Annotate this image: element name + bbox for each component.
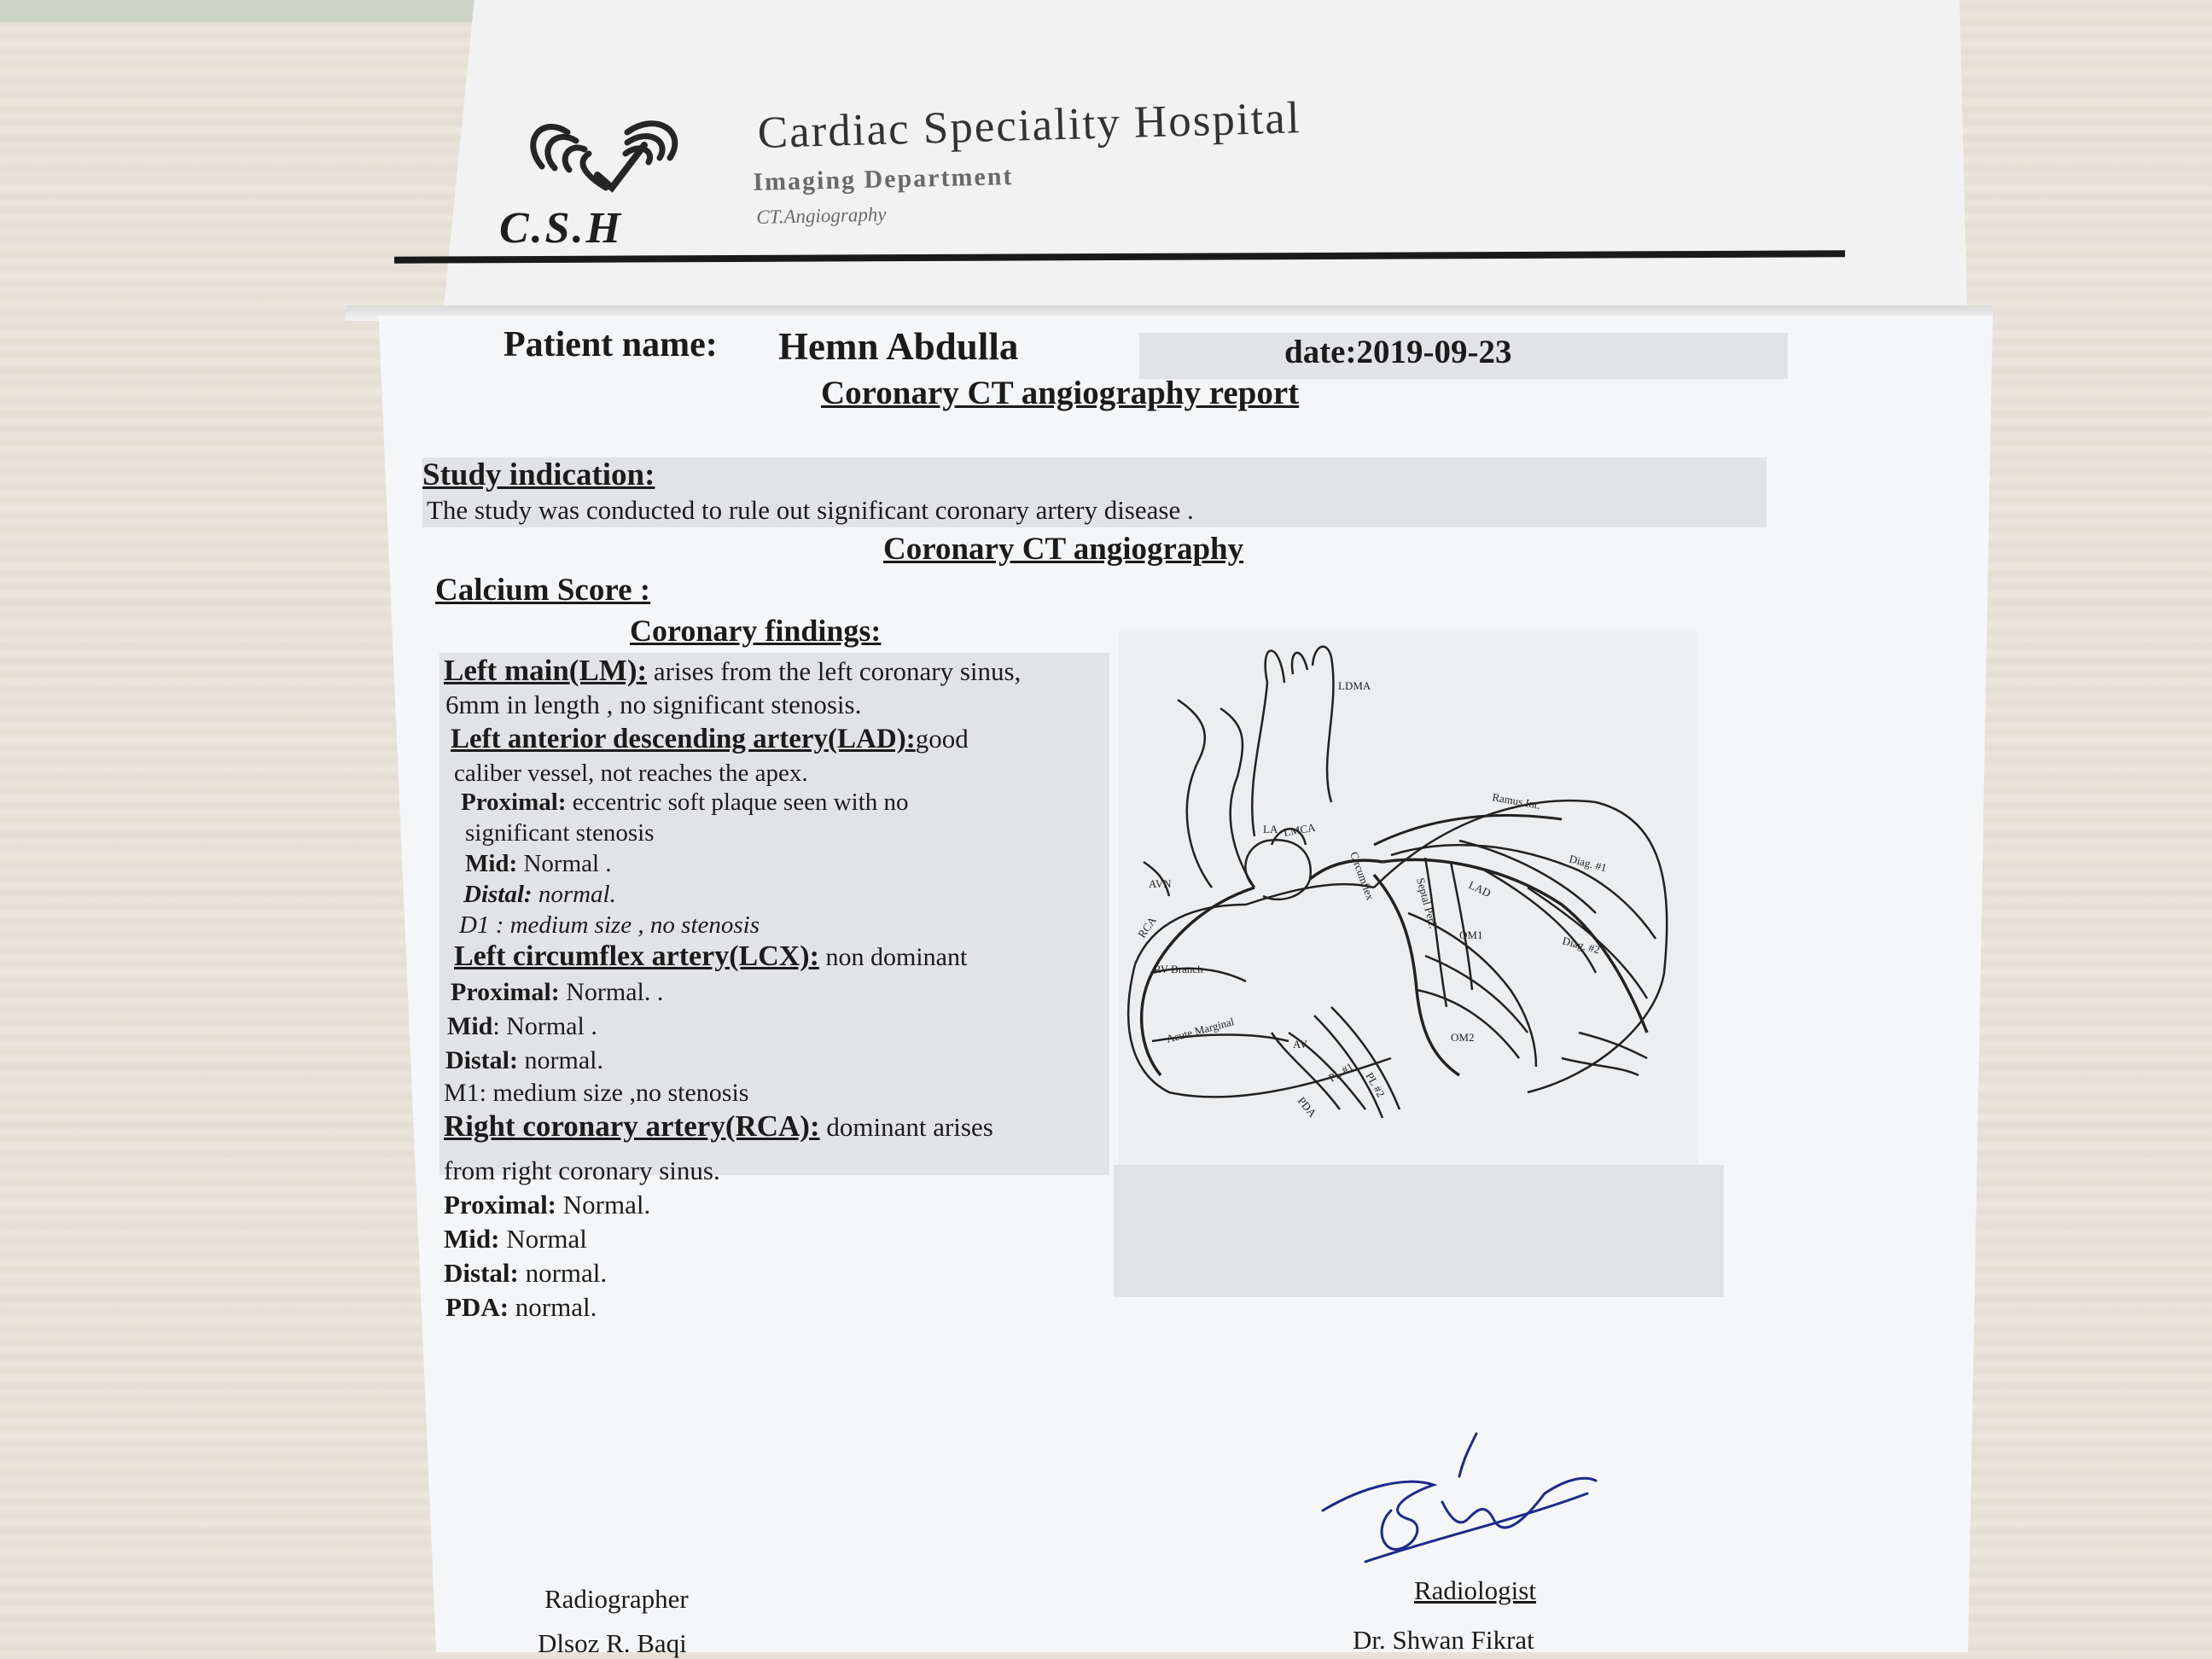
lcx-line-1 (454, 940, 967, 973)
radiologist-signature (1314, 1417, 1604, 1570)
label-avn: AVN (1149, 877, 1172, 890)
label-rca: RCA (1135, 914, 1159, 940)
lm-text-1: arises from the left coronary sinus, (647, 656, 1022, 686)
label-pl2: PL #2 (1363, 1070, 1388, 1100)
lad-distal-label: Distal: (463, 881, 533, 908)
lcx-distal-label: Distal: (445, 1046, 518, 1074)
calcium-score-text: Calcium Score : (435, 573, 651, 608)
rca-pda-label: PDA: (445, 1292, 509, 1322)
study-indication-heading: Study indication: (422, 457, 655, 492)
lad-d1: D1 : medium size , no stenosis (459, 911, 760, 939)
label-om1: OM1 (1459, 928, 1483, 941)
patient-name-label: Patient name: (504, 325, 718, 364)
rca-proximal (444, 1190, 650, 1220)
lad-distal (463, 881, 616, 909)
label-rv-branch: RV Branch (1154, 963, 1203, 975)
lad-proximal (461, 789, 909, 817)
lcx-proximal-text: Normal. . (559, 978, 664, 1006)
study-indication-text: The study was conducted to rule out significant coronary artery disease . (427, 495, 1194, 525)
coronary-diagram-svg (1118, 632, 1698, 1165)
label-acute-marginal: Acute Marginal (1164, 1015, 1236, 1045)
rca-label: Right coronary artery(RCA): (444, 1109, 820, 1143)
lad-mid-label: Mid: (465, 850, 518, 877)
rca-proximal-text: Normal. (556, 1190, 651, 1220)
lcx-mid (447, 1012, 597, 1041)
coronary-diagram (1118, 632, 1698, 1165)
radiographer-label: Radiographer (544, 1584, 689, 1614)
subdepartment-name: CT.Angiography (756, 203, 887, 228)
rca-distal-label: Distal: (444, 1258, 519, 1288)
lcx-mid-label: Mid (447, 1012, 493, 1040)
lad-proximal-text: eccentric soft plaque seen with no (566, 789, 909, 816)
lad-line-1 (451, 724, 969, 755)
lad-proximal-label: Proximal: (461, 789, 567, 816)
label-om2: OM2 (1451, 1031, 1475, 1044)
calcium-score-label (435, 572, 650, 608)
findings-title: Coronary findings: (630, 614, 882, 648)
rca-distal (444, 1258, 607, 1289)
label-diag2: Diag. #2 (1561, 934, 1602, 957)
lcx-label: Left circumflex artery(LCX): (454, 940, 819, 972)
lad-proximal-text-2: significant stenosis (465, 819, 655, 847)
lcx-text: non dominant (818, 943, 968, 971)
radiologist-name: Dr. Shwan Fikrat (1353, 1625, 1534, 1655)
radiographer-name: Dlsoz R. Baqi (538, 1628, 687, 1658)
rca-text-1: dominant arises (819, 1112, 993, 1142)
lcx-proximal-label: Proximal: (451, 978, 560, 1006)
rca-pda (445, 1292, 597, 1323)
label-ldma: LDMA (1338, 679, 1371, 692)
lad-mid-text: Normal . (517, 850, 612, 877)
department-name: Imaging Department (753, 162, 1014, 196)
lm-line-1 (444, 654, 1021, 688)
label-lad: LAD (1466, 878, 1493, 900)
lad-distal-text: normal. (532, 881, 616, 908)
lad-text-1: good (915, 724, 969, 754)
rca-mid-text: Normal (499, 1224, 587, 1254)
lad-text-2: caliber vessel, not reaches the apex. (454, 760, 808, 787)
report-date: date:2019-09-23 (1284, 334, 1512, 370)
lad-mid (465, 850, 612, 878)
shade-band (1114, 1165, 1724, 1297)
lcx-mid-text: : Normal . (492, 1012, 597, 1040)
hospital-name: Cardiac Speciality Hospital (757, 93, 1302, 158)
report-title: Coronary CT angiography report (821, 375, 1300, 411)
patient-name: Hemn Abdulla (778, 325, 1019, 368)
rca-mid-label: Mid: (444, 1224, 500, 1254)
lcx-distal (445, 1046, 603, 1075)
label-diag1: Diag. #1 (1568, 852, 1609, 875)
lcx-m1: M1: medium size ,no stenosis (444, 1079, 749, 1107)
rca-distal-text: normal. (518, 1258, 608, 1288)
rca-text-2: from right coronary sinus. (444, 1155, 720, 1185)
label-av: AV (1293, 1038, 1308, 1051)
heart-logo-icon (516, 107, 700, 209)
label-circumflex: Circumflex (1348, 849, 1377, 902)
background-object (0, 0, 478, 22)
label-pl1: PL #1 (1326, 1060, 1356, 1085)
rca-pda-text: normal. (509, 1292, 597, 1322)
lcx-distal-text: normal. (518, 1046, 603, 1074)
label-ramus: Ramus Int. (1491, 790, 1542, 812)
rca-proximal-label: Proximal: (444, 1190, 557, 1220)
lm-text-2: 6mm in length , no significant stenosis. (445, 690, 862, 719)
lad-label: Left anterior descending artery(LAD): (451, 724, 916, 754)
section-title: Coronary CT angiography (883, 532, 1244, 567)
label-septal: Septal Perf. (1414, 876, 1441, 930)
lcx-proximal (451, 978, 663, 1007)
label-lmca: LMCA (1282, 820, 1317, 839)
label-la: LA (1263, 823, 1278, 835)
logo-text: C.S.H (499, 204, 624, 253)
rca-mid (444, 1224, 587, 1254)
lm-label: Left main(LM): (444, 654, 648, 687)
rca-line-1 (444, 1109, 993, 1144)
radiologist-label: Radiologist (1414, 1575, 1536, 1605)
label-pda: PDA (1295, 1094, 1319, 1120)
